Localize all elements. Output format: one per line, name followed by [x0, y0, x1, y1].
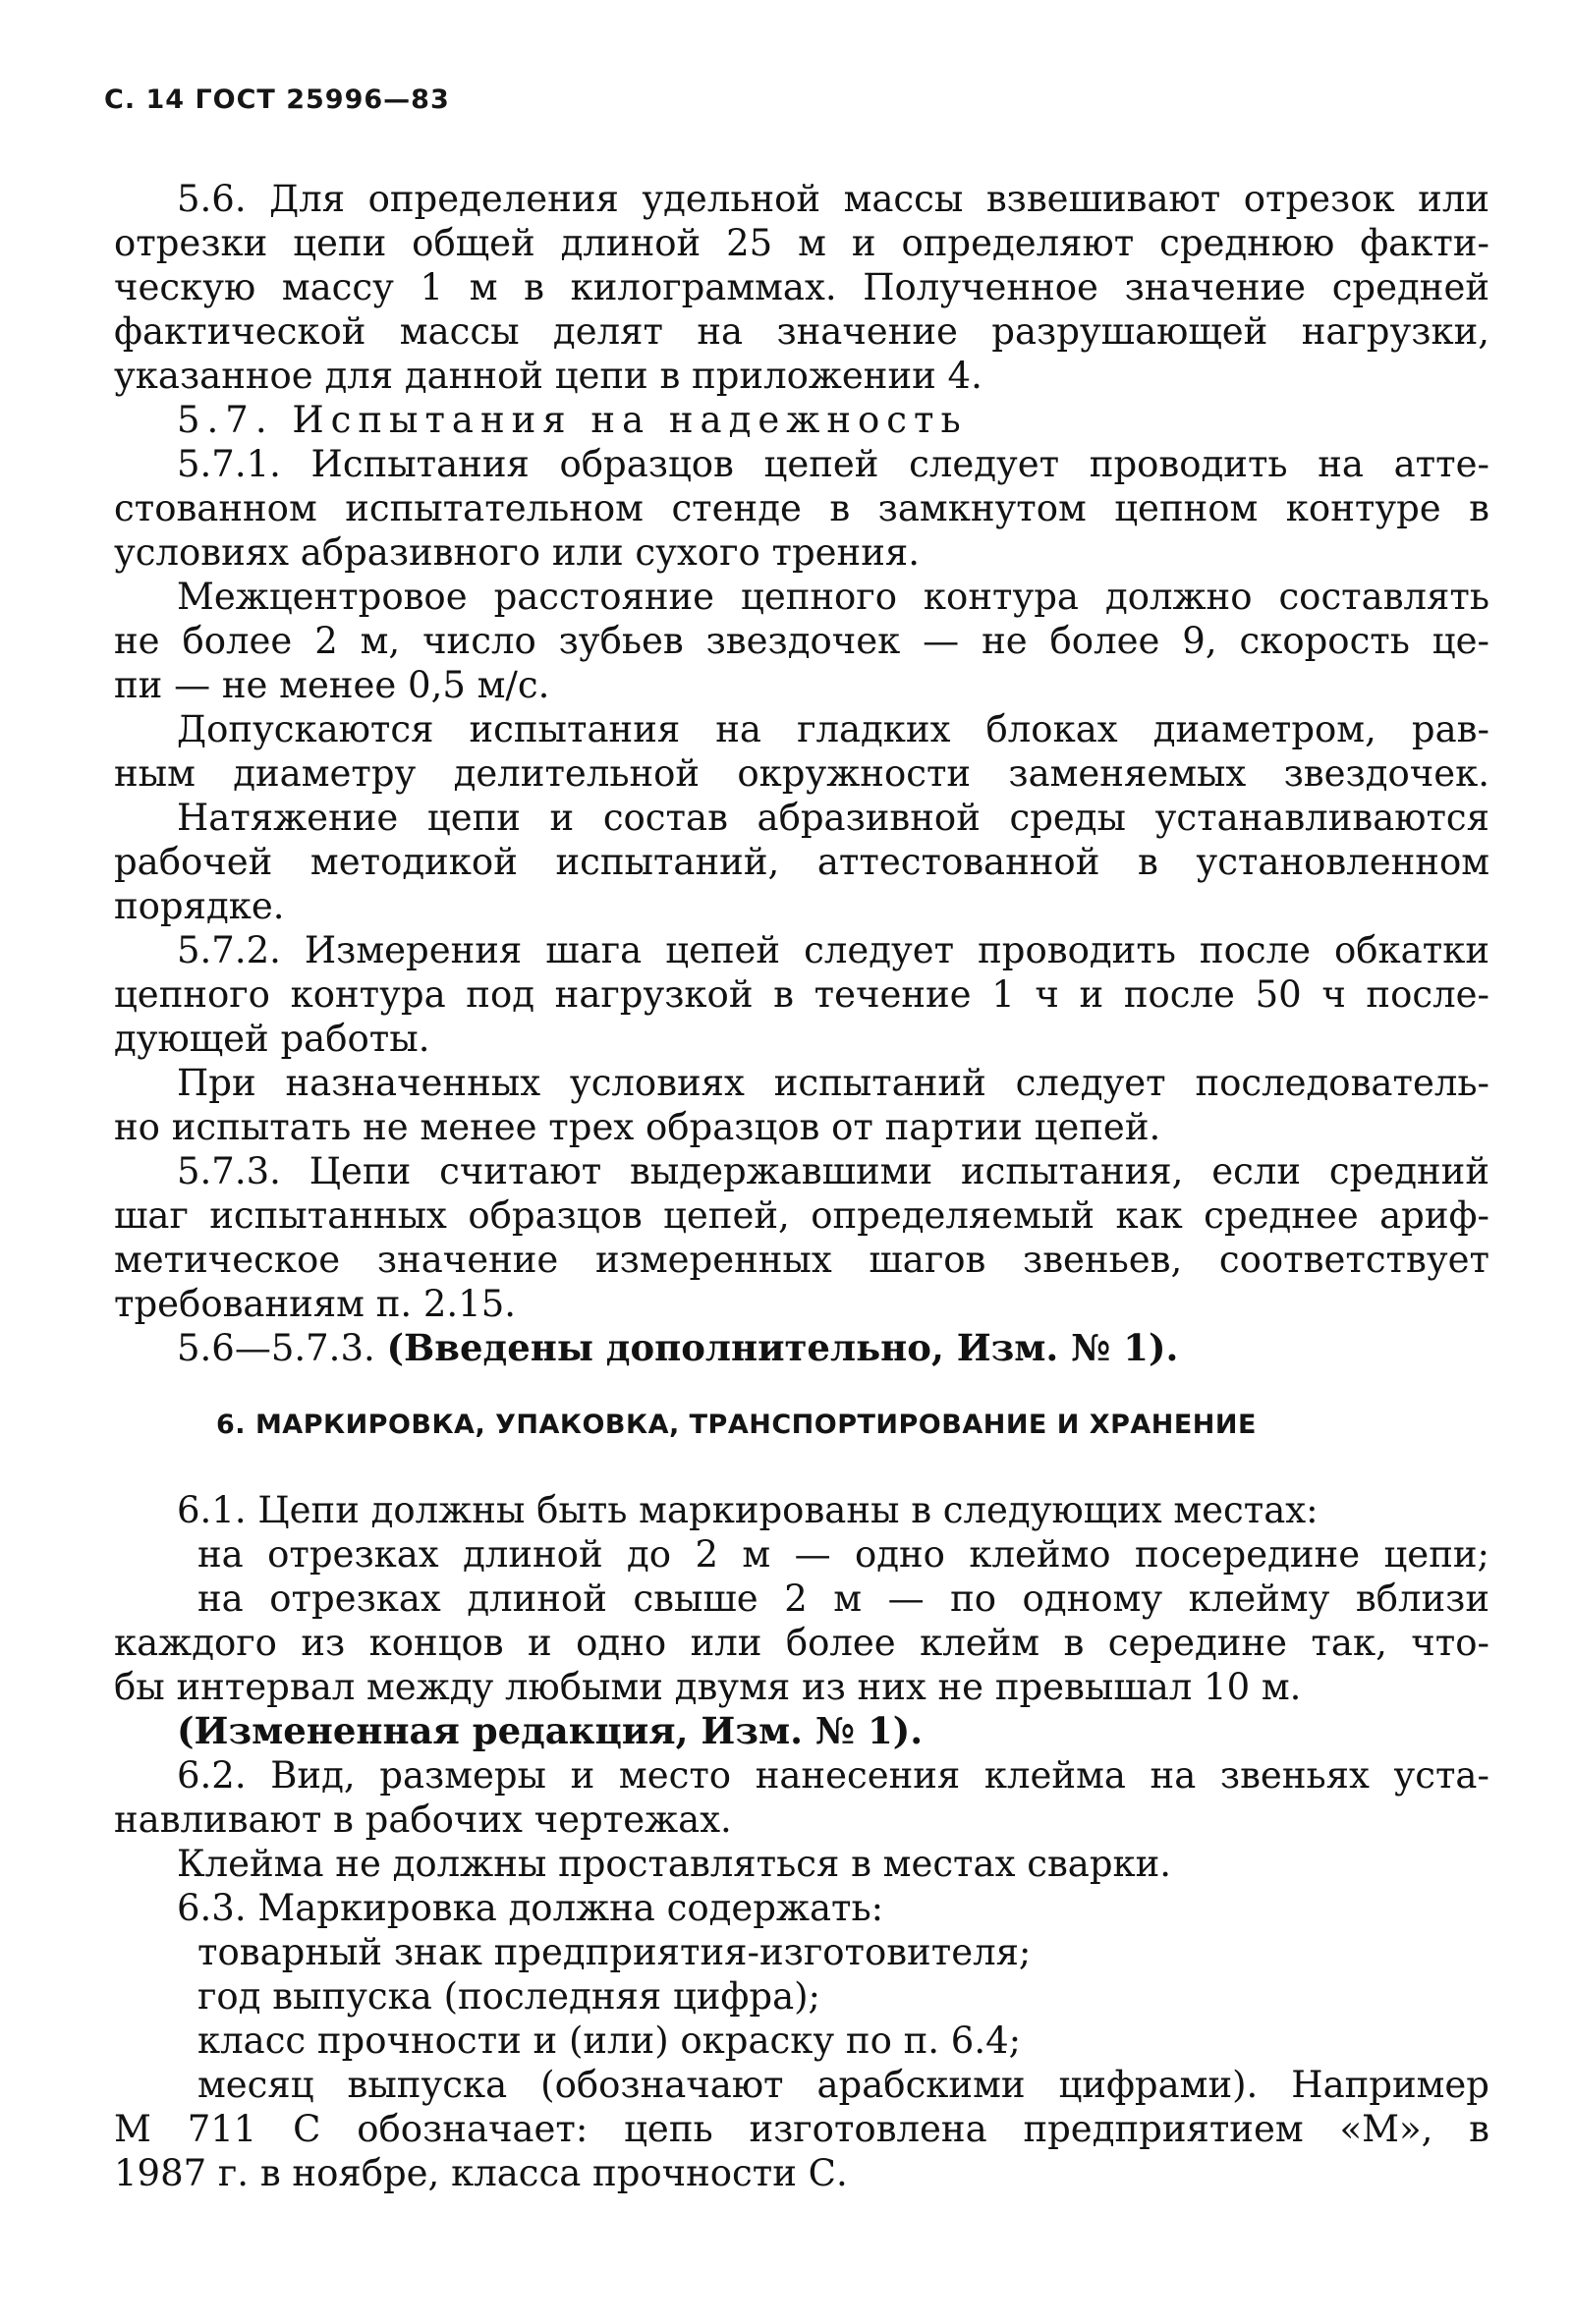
text-line: месяц выпуска (обозначают арабскими цифрами). Например	[197, 2064, 1489, 2106]
text-line: рабочей методикой испытаний, аттестованной в установленном	[114, 841, 1489, 883]
text-line: 5.7.3. Цепи считают выдержавшими испытания, если средний	[177, 1150, 1489, 1192]
paragraphs-5-7	[114, 442, 1489, 1370]
text-line: ным диаметру делительной окружности заменяемых звездочек.	[114, 752, 1489, 795]
text-line: на отрезках длиной до 2 м — одно клеймо посередине цепи;	[197, 1533, 1489, 1576]
text-line: бы интервал между любыми двумя из них не превышал 10 м.	[114, 1666, 1302, 1708]
text-line: стованном испытательном стенде в замкнутом цепном контуре в	[114, 487, 1489, 529]
text-line: товарный знак предприятия-изготовителя;	[197, 1931, 1032, 1973]
heading-5-7	[114, 398, 1489, 442]
text-line: М 711 С обозначает: цепь изготовлена предприятием «М», в	[114, 2108, 1489, 2150]
text-line: Межцентровое расстояние цепного контура должно составлять	[177, 576, 1489, 618]
text-line: Натяжение цепи и состав абразивной среды устанавливаются	[177, 797, 1489, 839]
text-line: указанное для данной цепи в приложении 4.	[114, 355, 982, 397]
text-line: цепного контура под нагрузкой в течение 1 ч и после 50 ч после-	[114, 973, 1489, 1016]
text-line: ческую массу 1 м в килограммах. Полученное значение средней	[114, 266, 1489, 308]
text-line: требованиям п. 2.15.	[114, 1283, 517, 1325]
text-line: Клейма не должны проставляться в местах сварки.	[177, 1843, 1172, 1885]
paragraph-6-1	[114, 1488, 1489, 1753]
text-line: класс прочности и (или) окраску по п. 6.4;	[197, 2020, 1022, 2062]
page-header: С. 14 ГОСТ 25996—83	[104, 84, 450, 115]
text-line: год выпуска (последняя цифра);	[197, 1975, 821, 2018]
text-line: на отрезках длиной свыше 2 м — по одному клейму вблизи	[197, 1577, 1489, 1620]
text-line: навливают в рабочих чертежах.	[114, 1798, 732, 1841]
text-line: условиях абразивного или сухого трения.	[114, 531, 920, 574]
amendment-note	[114, 1326, 1489, 1370]
text-line: 6.1. Цепи должны быть маркированы в следующих местах:	[177, 1489, 1319, 1531]
text-line: 5.6. Для определения удельной массы взвешивают отрезок или	[177, 178, 1489, 220]
text-line: дующей работы.	[114, 1018, 430, 1060]
text-line: 5.7.1. Испытания образцов цепей следует проводить на атте-	[177, 443, 1489, 485]
text-line: метическое значение измеренных шагов звеньев, соответствует	[114, 1239, 1489, 1281]
paragraphs-6-2-6-3	[114, 1753, 1489, 2195]
text-line: каждого из концов и одно или более клейм в середине так, что-	[114, 1622, 1489, 1664]
text-line: 5.7.2. Измерения шага цепей следует проводить после обкатки	[177, 929, 1489, 971]
amendment-prefix: 5.6—5.7.3.	[177, 1327, 387, 1369]
text-line: шаг испытанных образцов цепей, определяемый как среднее ариф-	[114, 1194, 1489, 1237]
text-line: фактической массы делят на значение разрушающей нагрузки,	[114, 310, 1489, 353]
text-line: 1987 г. в ноябре, класса прочности С.	[114, 2152, 848, 2194]
text-line: 6.2. Вид, размеры и место нанесения клейма на звеньях уста-	[177, 1754, 1489, 1797]
text-line: 6.3. Маркировка должна содержать:	[177, 1887, 884, 1929]
text-line: не более 2 м, число зубьев звездочек — не более 9, скорость це-	[114, 620, 1489, 662]
amendment-note: (Измененная редакция, Изм. № 1).	[177, 1709, 924, 1752]
text-line: отрезки цепи общей длиной 25 м и определяют среднюю факти-	[114, 222, 1489, 264]
text-line: пи — не менее 0,5 м/с.	[114, 664, 550, 706]
text-line: но испытать не менее трех образцов от партии цепей.	[114, 1106, 1161, 1148]
section-heading: 5.7. Испытания на надежность	[177, 399, 968, 441]
section-6-title: 6. МАРКИРОВКА, УПАКОВКА, ТРАНСПОРТИРОВАНИЕ И ХРАНЕНИЕ	[216, 1410, 1257, 1440]
paragraph-5-6	[114, 177, 1489, 398]
amendment-bold: (Введены дополнительно, Изм. № 1).	[386, 1326, 1179, 1369]
text-line: При назначенных условиях испытаний следует последователь-	[177, 1062, 1489, 1104]
text-line: порядке.	[114, 885, 285, 927]
text-line: Допускаются испытания на гладких блоках диаметром, рав-	[177, 708, 1489, 750]
